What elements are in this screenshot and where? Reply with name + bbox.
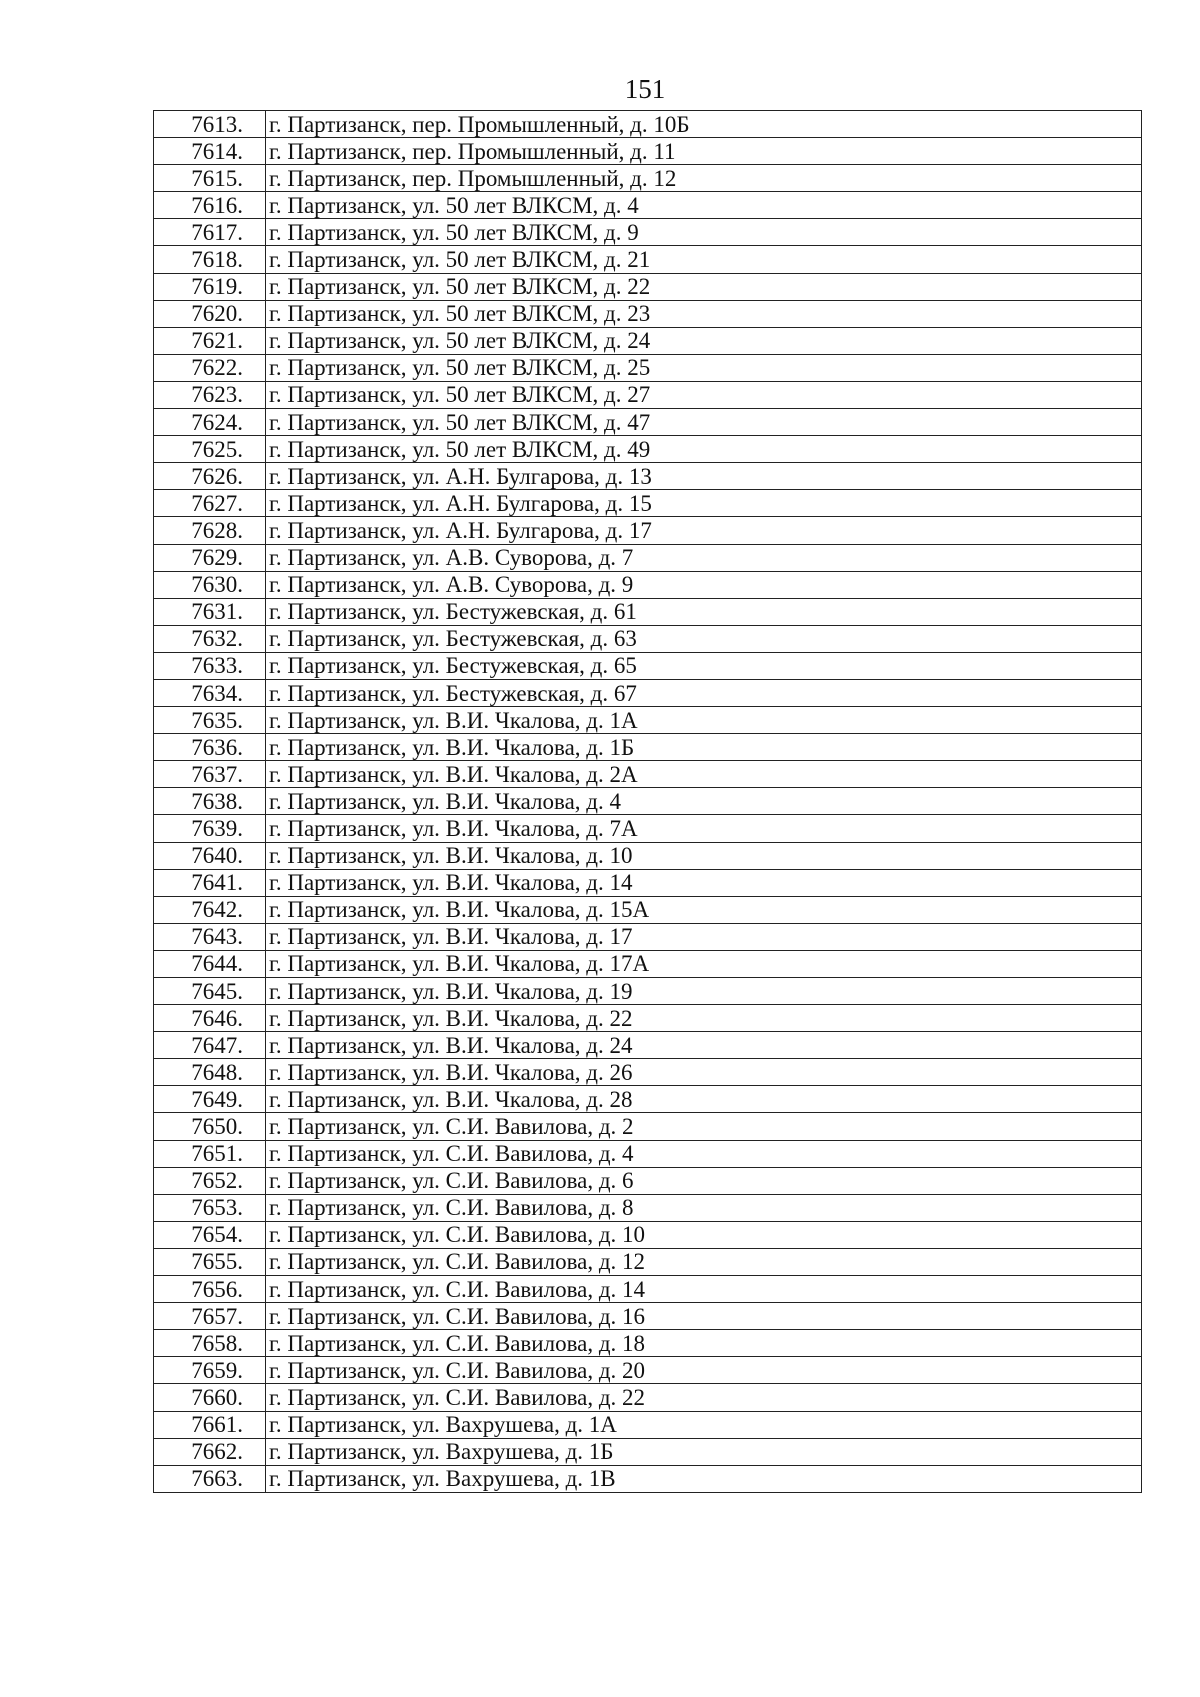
row-address: г. Партизанск, ул. 50 лет ВЛКСМ, д. 9 — [266, 219, 1142, 246]
row-number: 7648. — [154, 1059, 266, 1086]
table-row — [154, 978, 1142, 1005]
row-number: 7645. — [154, 978, 266, 1005]
row-number: 7620. — [154, 300, 266, 327]
page-number: 151 — [624, 74, 666, 104]
table-row — [154, 1140, 1142, 1167]
table-row — [154, 1303, 1142, 1330]
row-number: 7616. — [154, 192, 266, 219]
row-address: г. Партизанск, ул. 50 лет ВЛКСМ, д. 49 — [266, 436, 1142, 463]
row-address: г. Партизанск, ул. 50 лет ВЛКСМ, д. 25 — [266, 354, 1142, 381]
row-address: г. Партизанск, ул. В.И. Чкалова, д. 19 — [266, 978, 1142, 1005]
row-address: г. Партизанск, ул. 50 лет ВЛКСМ, д. 27 — [266, 381, 1142, 408]
row-number: 7629. — [154, 544, 266, 571]
table-row — [154, 923, 1142, 950]
row-number: 7649. — [154, 1086, 266, 1113]
table-row — [154, 381, 1142, 408]
table-row — [154, 436, 1142, 463]
row-address: г. Партизанск, ул. В.И. Чкалова, д. 2А — [266, 761, 1142, 788]
row-number: 7613. — [154, 111, 266, 138]
row-address: г. Партизанск, ул. А.Н. Булгарова, д. 17 — [266, 517, 1142, 544]
row-number: 7638. — [154, 788, 266, 815]
table-row — [154, 517, 1142, 544]
row-address: г. Партизанск, ул. В.И. Чкалова, д. 4 — [266, 788, 1142, 815]
table-row — [154, 1330, 1142, 1357]
row-number: 7643. — [154, 923, 266, 950]
table-row — [154, 652, 1142, 679]
table-row — [154, 707, 1142, 734]
row-address: г. Партизанск, ул. В.И. Чкалова, д. 15А — [266, 896, 1142, 923]
row-address: г. Партизанск, ул. В.И. Чкалова, д. 17А — [266, 950, 1142, 977]
row-number: 7628. — [154, 517, 266, 544]
table-row — [154, 354, 1142, 381]
row-number: 7618. — [154, 246, 266, 273]
table-row — [154, 1194, 1142, 1221]
row-address: г. Партизанск, ул. 50 лет ВЛКСМ, д. 47 — [266, 409, 1142, 436]
table-row — [154, 1113, 1142, 1140]
row-number: 7651. — [154, 1140, 266, 1167]
row-number: 7641. — [154, 869, 266, 896]
row-address: г. Партизанск, ул. А.В. Суворова, д. 7 — [266, 544, 1142, 571]
row-number: 7634. — [154, 679, 266, 706]
row-address: г. Партизанск, ул. А.В. Суворова, д. 9 — [266, 571, 1142, 598]
row-number: 7636. — [154, 734, 266, 761]
table-row — [154, 111, 1142, 138]
table-row — [154, 1438, 1142, 1465]
row-address: г. Партизанск, ул. С.И. Вавилова, д. 10 — [266, 1221, 1142, 1248]
table-row — [154, 896, 1142, 923]
row-address: г. Партизанск, ул. А.Н. Булгарова, д. 15 — [266, 490, 1142, 517]
table-row — [154, 625, 1142, 652]
table-row — [154, 869, 1142, 896]
row-number: 7660. — [154, 1384, 266, 1411]
row-number: 7647. — [154, 1032, 266, 1059]
table-row — [154, 1167, 1142, 1194]
row-number: 7637. — [154, 761, 266, 788]
table-row — [154, 571, 1142, 598]
table-row — [154, 327, 1142, 354]
row-address: г. Партизанск, ул. Вахрушева, д. 1А — [266, 1411, 1142, 1438]
address-table — [153, 110, 1142, 1493]
row-address: г. Партизанск, ул. В.И. Чкалова, д. 26 — [266, 1059, 1142, 1086]
row-number: 7652. — [154, 1167, 266, 1194]
table-row — [154, 734, 1142, 761]
row-address: г. Партизанск, ул. В.И. Чкалова, д. 10 — [266, 842, 1142, 869]
table-row — [154, 815, 1142, 842]
row-address: г. Партизанск, ул. С.И. Вавилова, д. 16 — [266, 1303, 1142, 1330]
row-number: 7631. — [154, 598, 266, 625]
row-number: 7632. — [154, 625, 266, 652]
row-number: 7655. — [154, 1248, 266, 1275]
table-row — [154, 192, 1142, 219]
row-address: г. Партизанск, ул. 50 лет ВЛКСМ, д. 4 — [266, 192, 1142, 219]
table-row — [154, 1248, 1142, 1275]
row-number: 7642. — [154, 896, 266, 923]
row-address: г. Партизанск, ул. 50 лет ВЛКСМ, д. 21 — [266, 246, 1142, 273]
row-number: 7623. — [154, 381, 266, 408]
table-row — [154, 788, 1142, 815]
row-number: 7661. — [154, 1411, 266, 1438]
table-row — [154, 273, 1142, 300]
row-address: г. Партизанск, ул. А.Н. Булгарова, д. 13 — [266, 463, 1142, 490]
row-address: г. Партизанск, ул. С.И. Вавилова, д. 18 — [266, 1330, 1142, 1357]
table-row — [154, 1384, 1142, 1411]
row-number: 7663. — [154, 1465, 266, 1492]
row-address: г. Партизанск, ул. С.И. Вавилова, д. 6 — [266, 1167, 1142, 1194]
table-row — [154, 219, 1142, 246]
table-row — [154, 1005, 1142, 1032]
row-number: 7654. — [154, 1221, 266, 1248]
table-row — [154, 598, 1142, 625]
row-number: 7614. — [154, 138, 266, 165]
row-number: 7639. — [154, 815, 266, 842]
row-address: г. Партизанск, ул. В.И. Чкалова, д. 24 — [266, 1032, 1142, 1059]
row-address: г. Партизанск, ул. Бестужевская, д. 67 — [266, 679, 1142, 706]
row-number: 7622. — [154, 354, 266, 381]
row-number: 7640. — [154, 842, 266, 869]
row-number: 7625. — [154, 436, 266, 463]
table-row — [154, 950, 1142, 977]
row-address: г. Партизанск, ул. С.И. Вавилова, д. 4 — [266, 1140, 1142, 1167]
table-row — [154, 679, 1142, 706]
row-address: г. Партизанск, ул. В.И. Чкалова, д. 14 — [266, 869, 1142, 896]
row-number: 7657. — [154, 1303, 266, 1330]
row-number: 7615. — [154, 165, 266, 192]
row-address: г. Партизанск, ул. 50 лет ВЛКСМ, д. 22 — [266, 273, 1142, 300]
row-address: г. Партизанск, ул. В.И. Чкалова, д. 22 — [266, 1005, 1142, 1032]
table-row — [154, 842, 1142, 869]
row-address: г. Партизанск, ул. В.И. Чкалова, д. 17 — [266, 923, 1142, 950]
table-row — [154, 409, 1142, 436]
row-address: г. Партизанск, ул. 50 лет ВЛКСМ, д. 23 — [266, 300, 1142, 327]
row-address: г. Партизанск, пер. Промышленный, д. 12 — [266, 165, 1142, 192]
row-number: 7621. — [154, 327, 266, 354]
table-row — [154, 246, 1142, 273]
row-number: 7619. — [154, 273, 266, 300]
table-row — [154, 1465, 1142, 1492]
row-number: 7630. — [154, 571, 266, 598]
table-row — [154, 1411, 1142, 1438]
table-row — [154, 1086, 1142, 1113]
row-address: г. Партизанск, ул. С.И. Вавилова, д. 22 — [266, 1384, 1142, 1411]
table-row — [154, 1032, 1142, 1059]
table-row — [154, 1276, 1142, 1303]
table-row — [154, 300, 1142, 327]
row-number: 7656. — [154, 1276, 266, 1303]
row-address: г. Партизанск, ул. Вахрушева, д. 1Б — [266, 1438, 1142, 1465]
table-row — [154, 463, 1142, 490]
row-number: 7659. — [154, 1357, 266, 1384]
row-address: г. Партизанск, ул. В.И. Чкалова, д. 28 — [266, 1086, 1142, 1113]
row-number: 7627. — [154, 490, 266, 517]
row-number: 7624. — [154, 409, 266, 436]
row-address: г. Партизанск, ул. Бестужевская, д. 63 — [266, 625, 1142, 652]
row-number: 7635. — [154, 707, 266, 734]
table-row — [154, 544, 1142, 571]
row-address: г. Партизанск, ул. С.И. Вавилова, д. 12 — [266, 1248, 1142, 1275]
row-number: 7653. — [154, 1194, 266, 1221]
table-row — [154, 138, 1142, 165]
row-address: г. Партизанск, ул. С.И. Вавилова, д. 14 — [266, 1276, 1142, 1303]
row-address: г. Партизанск, ул. В.И. Чкалова, д. 1А — [266, 707, 1142, 734]
row-number: 7646. — [154, 1005, 266, 1032]
row-address: г. Партизанск, ул. В.И. Чкалова, д. 1Б — [266, 734, 1142, 761]
row-number: 7626. — [154, 463, 266, 490]
row-number: 7658. — [154, 1330, 266, 1357]
row-number: 7617. — [154, 219, 266, 246]
row-number: 7662. — [154, 1438, 266, 1465]
table-row — [154, 490, 1142, 517]
row-number: 7644. — [154, 950, 266, 977]
row-address: г. Партизанск, ул. С.И. Вавилова, д. 2 — [266, 1113, 1142, 1140]
row-address: г. Партизанск, пер. Промышленный, д. 10Б — [266, 111, 1142, 138]
row-address: г. Партизанск, пер. Промышленный, д. 11 — [266, 138, 1142, 165]
table-row — [154, 1059, 1142, 1086]
row-address: г. Партизанск, ул. С.И. Вавилова, д. 20 — [266, 1357, 1142, 1384]
row-number: 7633. — [154, 652, 266, 679]
row-address: г. Партизанск, ул. 50 лет ВЛКСМ, д. 24 — [266, 327, 1142, 354]
row-address: г. Партизанск, ул. Бестужевская, д. 61 — [266, 598, 1142, 625]
row-address: г. Партизанск, ул. В.И. Чкалова, д. 7А — [266, 815, 1142, 842]
row-number: 7650. — [154, 1113, 266, 1140]
row-address: г. Партизанск, ул. С.И. Вавилова, д. 8 — [266, 1194, 1142, 1221]
row-address: г. Партизанск, ул. Вахрушева, д. 1В — [266, 1465, 1142, 1492]
row-address: г. Партизанск, ул. Бестужевская, д. 65 — [266, 652, 1142, 679]
address-table-body — [154, 111, 1142, 1493]
table-row — [154, 165, 1142, 192]
table-row — [154, 1357, 1142, 1384]
table-row — [154, 761, 1142, 788]
table-row — [154, 1221, 1142, 1248]
